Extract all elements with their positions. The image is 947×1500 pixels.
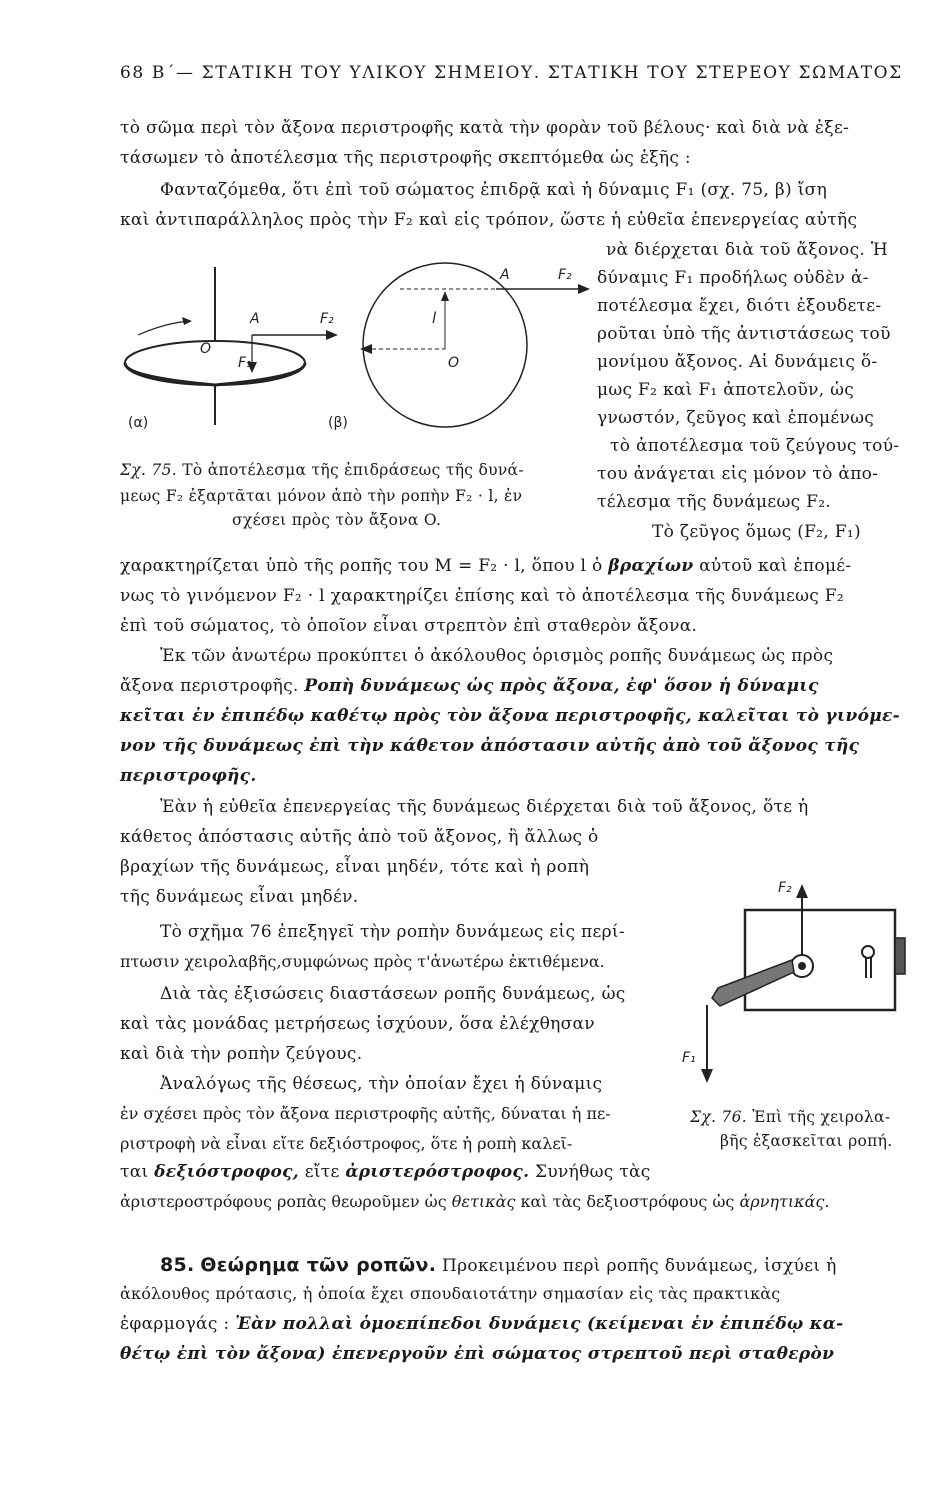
text-line: ται δεξιόστροφος, εἴτε ἀριστερόστροφος. Συνήθως τὰς [120,1162,651,1182]
text-line: Τὸ σχῆμα 76 ἐπεξηγεῖ τὴν ροπὴν δυνάμεως εἰς περί- [160,922,625,942]
definition-text: Ροπὴ δυνάμεως ὡς πρὸς ἄξονα, ἐφ' ὅσον ἡ δύναμις [304,676,819,696]
definition-text: κεῖται ἐν ἐπιπέδῳ καθέτῳ πρὸς τὸν ἄξονα περιστροφῆς, καλεῖται τὸ γινόμε- [120,706,900,726]
text-line: Φανταζόμεθα, ὅτι ἐπὶ τοῦ σώματος ἐπιδρᾷ καὶ ἡ δύναμις F₁ (σχ. 75, β) ἴση [160,180,828,200]
label-A-b: A [500,267,510,283]
box [745,910,895,1010]
text-line: καὶ διὰ τὴν ροπὴν ζεύγους. [120,1044,363,1064]
caption-label: Σχ. 76. [690,1108,747,1126]
text-line: κάθετος ἀπόστασις αὐτῆς ἀπὸ τοῦ ἄξονος, ἢ ἄλλως ὁ [120,827,599,847]
text-line: δύναμις F₁ προδήλως οὐδὲν ἀ- [597,268,869,288]
label-F1: F₁ [238,355,252,371]
label-F1: F₁ [682,1050,696,1066]
text-line: ριστροφὴ νὰ εἶναι εἴτε δεξιόστροφος, ὅτε ἡ ροπὴ καλεῖ- [120,1134,573,1153]
text-line: τῆς δυνάμεως εἶναι μηδέν. [120,887,359,907]
text-line: ποτέλεσμα ἔχει, διότι ἐξουδετε- [597,296,882,316]
text-line: χαρακτηρίζεται ὑπὸ τῆς ροπῆς του M = F₂ · l, ὅπου l ὁ βραχίων αὐτοῦ καὶ ἑπομέ- [120,556,852,576]
fig75-caption-line1: Σχ. 75. Τὸ ἀποτέλεσμα τῆς ἐπιδράσεως τῆς δυνά- [120,461,524,479]
text-line: του ἀνάγεται εἰς μόνον τὸ ἀπο- [597,464,879,484]
text-line: ἄξονα περιστροφῆς. Ροπὴ δυνάμεως ὡς πρὸς ἄξονα, ἐφ' ὅσον ἡ δύναμις [120,676,819,696]
text-line: ἐν σχέσει πρὸς τὸν ἄξονα περιστροφῆς αὐτῆς, δύναται ἡ πε- [120,1104,611,1123]
theorem-text: θέτῳ ἐπὶ τὸν ἄξονα) ἐπενεργοῦν ἐπὶ σώματος στρεπτοῦ περὶ σταθερὸν [120,1344,835,1364]
running-title: Β΄— ΣΤΑΤΙΚΗ ΤΟΥ ΥΛΙΚΟΥ ΣΗΜΕΙΟΥ. ΣΤΑΤΙΚΗ ΤΟΥ ΣΤΕΡΕΟΥ ΣΩΜΑΤΟΣ [151,63,903,83]
theorem-text: Ἐὰν πολλαὶ ὁμοεπίπεδοι δυνάμεις (κείμεναι ἐν ἐπιπέδῳ κα- [235,1314,844,1334]
text-line: καὶ ἀντιπαράλληλος πρὸς τὴν F₂ καὶ εἰς τρόπον, ὥστε ἡ εὐθεῖα ἐπενεργείας αὐτῆς [120,210,858,230]
fig75-caption-line2: μεως F₂ ἐξαρτᾶται μόνον ἀπὸ τὴν ροπὴν F₂ · l, ἐν [120,487,523,505]
label-F2: F₂ [320,311,334,327]
label-l: l [432,309,437,327]
knob [895,938,905,974]
page-header [120,63,903,83]
text-line: ἐπὶ τοῦ σώματος, τὸ ὁποῖον εἶναι στρεπτὸν ἐπὶ σταθερὸν ἄξονα. [120,616,698,636]
text-line: ροῦται ὑπὸ τῆς ἀντιστάσεως τοῦ [597,324,891,344]
text-line: βραχίων τῆς δυνάμεως, εἶναι μηδέν, τότε καὶ ἡ ροπὴ [120,857,590,877]
section-number: 85. [160,1254,195,1276]
text-line: ἀκόλουθος πρότασις, ἡ ὁποία ἔχει σπουδαιοτάτην σημασίαν εἰς τὰς πρακτικὰς [120,1284,781,1303]
label-b: (β) [328,415,348,431]
text-line: Διὰ τὰς ἐξισώσεις διαστάσεων ροπῆς δυνάμεως, ὡς [160,984,626,1004]
text-line: νὰ διέρχεται διὰ τοῦ ἄξονος. Ἡ [606,240,888,260]
text-line: καὶ τὰς μονάδας μετρήσεως ἰσχύουν, ὅσα ἐλέχθησαν [120,1014,595,1034]
text-line: Ἐκ τῶν ἀνωτέρω προκύπτει ὁ ἀκόλουθος ὁρισμὸς ροπῆς δυνάμεως ὡς πρὸς [160,646,834,666]
text-line: τὸ σῶμα περὶ τὸν ἄξονα περιστροφῆς κατὰ τὴν φορὰν τοῦ βέλους· καὶ διὰ νὰ ἐξε- [120,118,850,138]
text-line: ἀριστεροστρόφους ροπὰς θεωροῦμεν ὡς θετικὰς καὶ τὰς δεξιοστρόφους ὡς ἀρνητικάς. [120,1192,830,1211]
text-line: Ἐὰν ἡ εὐθεῖα ἐπενεργείας τῆς δυνάμεως διέρχεται διὰ τοῦ ἄξονος, ὅτε ἡ [160,797,809,817]
section-title: Θεώρημα τῶν ροπῶν. [200,1254,437,1276]
rotation-arrow [138,321,190,335]
text-line: Τὸ ζεῦγος ὅμως (F₂, F₁) [652,522,861,542]
figure-75 [110,255,580,435]
text-line: τάσωμεν τὸ ἀποτέλεσμα τῆς περιστροφῆς σκεπτόμεθα ὡς ἑξῆς : [120,148,691,168]
label-F2: F₂ [778,880,792,896]
label-A: A [250,311,260,327]
text-line: νως τὸ γινόμενον F₂ · l χαρακτηρίζει ἐπίσης καὶ τὸ ἀποτέλεσμα τῆς δυνάμεως F₂ [120,586,844,606]
page-number: 68 [120,63,145,83]
section-heading-line: 85. Θεώρημα τῶν ροπῶν. Προκειμένου περὶ ροπῆς δυνάμεως, ἰσχύει ἡ [160,1254,837,1276]
text-line: μονίμου ἄξονος. Αἱ δυνάμεις ὅ- [597,352,878,372]
text-line: Ἀναλόγως τῆς θέσεως, τὴν ὁποίαν ἔχει ἡ δύναμις [160,1074,603,1094]
fig75-caption-line3: σχέσει πρὸς τὸν ἄξονα O. [232,511,442,529]
label-a: (α) [128,415,149,431]
label-O: O [200,341,212,357]
fig76-caption-line1: Σχ. 76. Ἐπὶ τῆς χειρολα- [690,1108,891,1126]
label-O-b: O [448,355,460,371]
label-F2-b: F₂ [558,267,572,283]
text-line: ἐφαρμογάς : Ἐὰν πολλαὶ ὁμοεπίπεδοι δυνάμεις (κείμεναι ἐν ἐπιπέδῳ κα- [120,1314,844,1334]
caption-label: Σχ. 75. [120,461,177,479]
text-line: πτωσιν χειρολαβῆς,συμφώνως πρὸς τ'ἀνωτέρω ἐκτιθέμενα. [120,952,605,971]
figure-76 [680,870,920,1085]
fig76-caption-line2: βῆς ἐξασκεῖται ροπή. [720,1132,893,1150]
disc [125,341,305,385]
text-line: γνωστόν, ζεῦγος καὶ ἑπομένως [597,408,875,428]
text-line: μως F₂ καὶ F₁ ἀποτελοῦν, ὡς [597,380,855,400]
definition-text: νον τῆς δυνάμεως ἐπὶ τὴν κάθετον ἀπόστασιν αὐτῆς ἀπὸ τοῦ ἄξονος τῆς [120,736,860,756]
text-line: τέλεσμα τῆς δυνάμεως F₂. [597,492,832,512]
text-line: τὸ ἀποτέλεσμα τοῦ ζεύγους τού- [610,436,900,456]
definition-text: περιστροφῆς. [120,766,257,786]
